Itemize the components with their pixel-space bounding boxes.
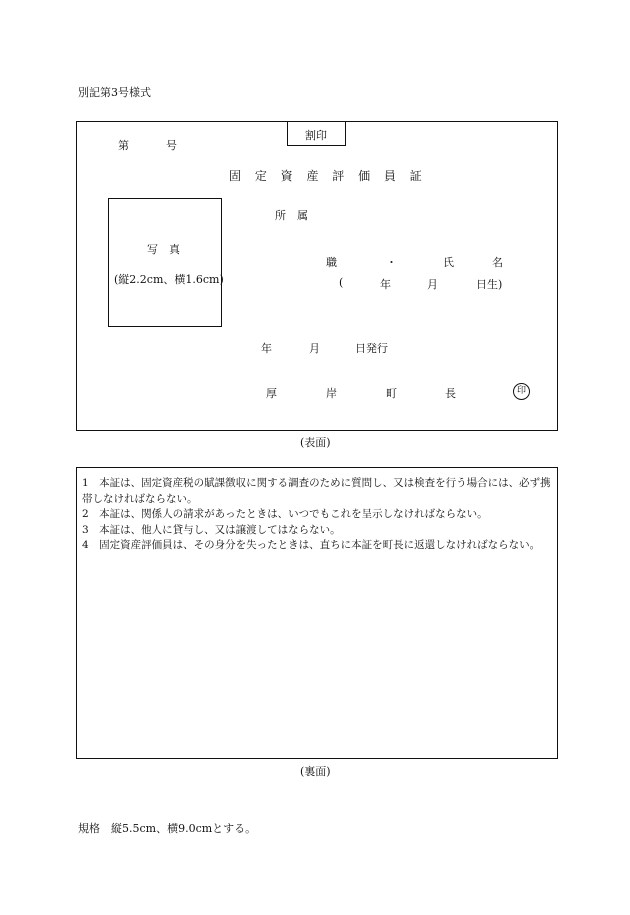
seal-stamp-icon: 印	[513, 383, 530, 400]
note-item-2: 2 本証は、関係人の請求があったときは、いつでもこれを呈示しなければならない。	[82, 508, 488, 520]
card-title: 固 定 資 産 評 価 員 証	[229, 169, 427, 183]
issue-month: 月	[309, 342, 320, 355]
spec-text: 規格 縦5.5cm、横9.0cmとする。	[78, 822, 257, 835]
back-caption: (裏面)	[300, 765, 331, 778]
issuer-char-3: 町	[386, 387, 397, 400]
number-label-1: 第	[118, 139, 129, 152]
form-label: 別記第3号様式	[78, 86, 151, 99]
issuer-char-1: 厚	[266, 387, 277, 400]
photo-label: 写 真	[147, 243, 180, 256]
name-label-1: 氏	[443, 256, 454, 269]
birth-day: 日生)	[476, 278, 503, 291]
birth-open: (	[339, 276, 344, 289]
photo-box	[108, 198, 222, 327]
number-label-2: 号	[166, 139, 177, 152]
job-name-separator: ・	[386, 256, 397, 269]
note-item-1: 1 本証は、固定資産税の賦課徴収に関する調査のために質問し、又は検査を行う場合には、必ず携帯しなければならない。	[82, 477, 551, 505]
issuer-char-2: 岸	[326, 387, 337, 400]
front-caption: (表面)	[300, 436, 331, 449]
job-label: 職	[326, 256, 337, 269]
name-label-2: 名	[492, 256, 503, 269]
photo-size: (縦2.2cm、横1.6cm)	[114, 273, 224, 286]
issue-day: 日発行	[355, 342, 388, 355]
back-notes	[82, 476, 554, 554]
birth-year: 年	[380, 278, 391, 291]
issue-year: 年	[261, 342, 272, 355]
affiliation-label: 所 属	[275, 209, 308, 222]
issuer-char-4: 長	[445, 387, 456, 400]
note-item-4: 4 固定資産評価員は、その身分を失ったときは、直ちに本証を町長に返還しなければならない。	[82, 539, 541, 551]
seal-label: 割印	[305, 129, 327, 142]
note-item-3: 3 本証は、他人に貸与し、又は譲渡してはならない。	[82, 523, 341, 536]
birth-month: 月	[427, 278, 438, 291]
